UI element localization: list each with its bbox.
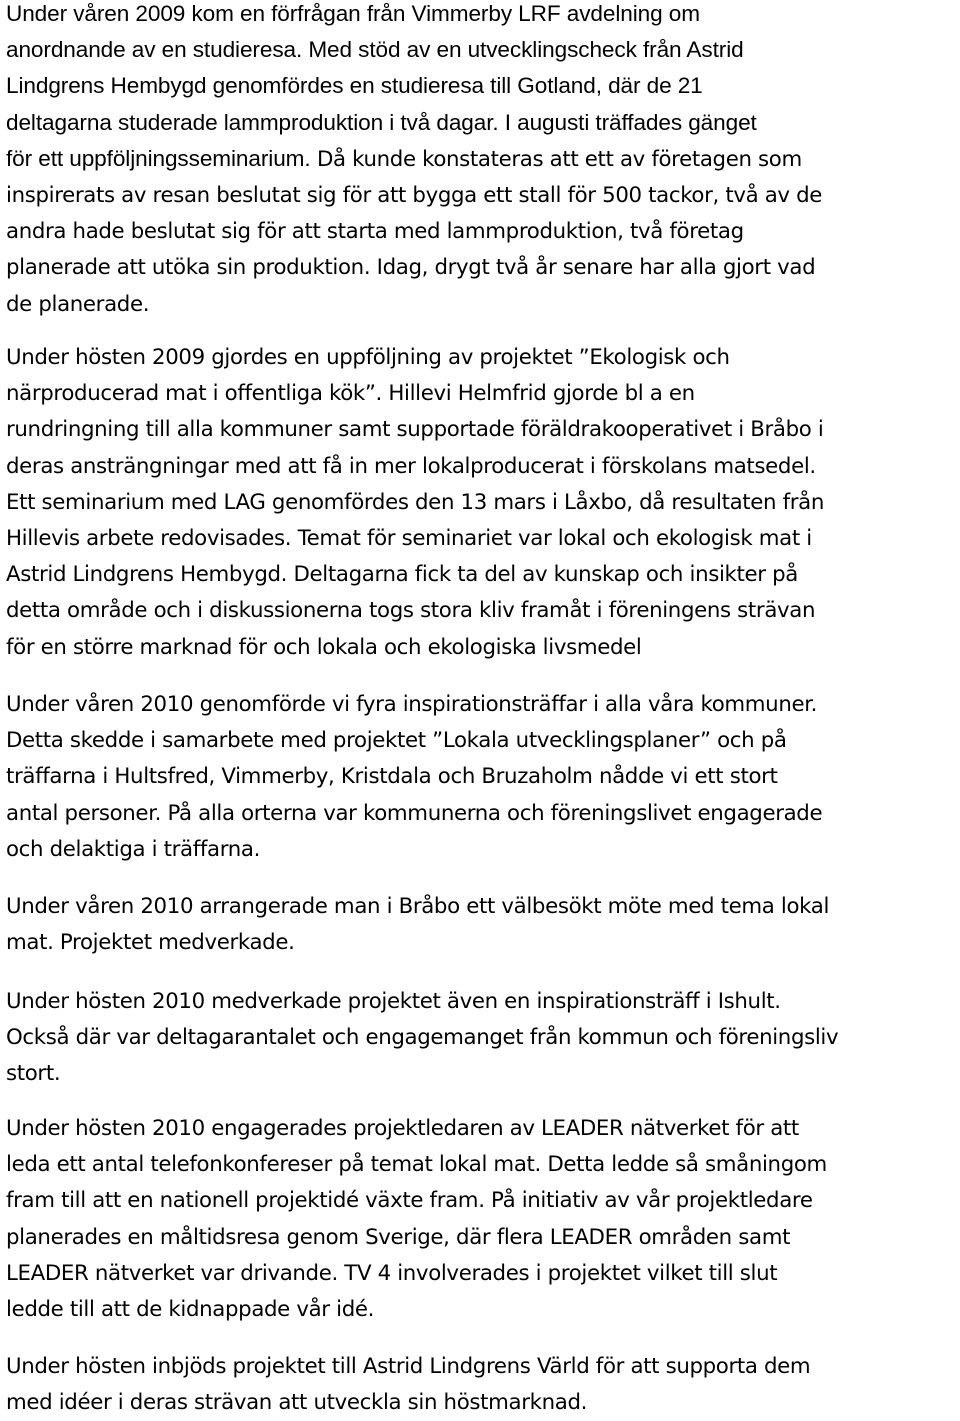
text-line: inspirerats av resan beslutat sig för att bygga ett stall för 500 tackor, två av de xyxy=(6,183,823,209)
text-line: anordnande av en studieresa. Med stöd av en utvecklingscheck från Astrid xyxy=(6,37,744,63)
text-line: mat. Projektet medverkade. xyxy=(6,930,295,956)
text-fragment: Då kunde konstateras att ett av företagen som xyxy=(310,146,802,172)
paragraph-astrid-lindgrens-varld xyxy=(6,1349,810,1421)
text-line: stort. xyxy=(6,1061,61,1087)
text-line-mixed xyxy=(6,141,822,178)
text-line: Under våren 2010 genomförde vi fyra inspirationsträffar i alla våra kommuner. xyxy=(6,692,818,717)
text-line: Under hösten 2010 engagerades projektledaren av LEADER nätverket för att xyxy=(6,1116,799,1141)
text-line: planerades en måltidsresa genom Sverige, där flera LEADER områden samt xyxy=(6,1224,791,1250)
text-line: Också där var deltagarantalet och engagemanget från kommun och föreningsliv xyxy=(6,1025,839,1051)
text-line: antal personer. På alla orterna var kommunerna och föreningslivet engagerade xyxy=(6,800,823,826)
paragraph-ishult-meeting xyxy=(6,984,838,1093)
text-line: Ett seminarium med LAG genomfördes den 13 mars i Låxbo, då resultaten från xyxy=(6,489,824,515)
text-line: andra hade beslutat sig för att starta med lammproduktion, två företag xyxy=(6,219,744,245)
text-line: deras ansträngningar med att få in mer lokalproducerat i förskolans matsedel. xyxy=(6,453,816,479)
text-line: med idéer i deras strävan att utveckla sin höstmarknad. xyxy=(6,1390,588,1416)
text-line: Under hösten 2009 gjordes en uppföljning av projektet ”Ekologisk och xyxy=(6,345,730,370)
text-line: de planerade. xyxy=(6,291,150,317)
paragraph-brabo-meeting xyxy=(6,889,829,961)
paragraph-leader-network xyxy=(6,1111,827,1328)
text-line: Lindgrens Hembygd genomfördes en studieresa till Gotland, där de 21 xyxy=(6,73,703,99)
text-line: ledde till att de kidnappade vår idé. xyxy=(6,1297,375,1323)
text-line: planerade att utöka sin produktion. Idag, drygt två år senare har alla gjort vad xyxy=(6,255,816,281)
text-line: Under hösten inbjöds projektet till Astrid Lindgrens Värld för att supporta dem xyxy=(6,1354,811,1379)
text-fragment: för ett uppföljningsseminarium. xyxy=(6,145,311,171)
paragraph-inspiration-meetings xyxy=(6,687,822,868)
paragraph-lrf-study-trip xyxy=(6,0,822,323)
paragraph-ecological-food-followup xyxy=(6,340,824,666)
text-line: detta område och i diskussionerna togs stora kliv framåt i föreningens strävan xyxy=(6,598,816,624)
text-line: LEADER nätverket var drivande. TV 4 involverades i projektet vilket till slut xyxy=(6,1260,778,1286)
text-line: och delaktiga i träffarna. xyxy=(6,836,261,862)
text-line: Under hösten 2010 medverkade projektet även en inspirationsträff i Ishult. xyxy=(6,989,781,1014)
text-line: deltagarna studerade lammproduktion i två dagar. I augusti träffades gänget xyxy=(6,109,757,135)
text-line: Astrid Lindgrens Hembygd. Deltagarna fick ta del av kunskap och insikter på xyxy=(6,562,798,588)
text-line: rundringning till alla kommuner samt supportade föräldrakooperativet i Bråbo i xyxy=(6,417,824,443)
text-line: Under våren 2010 arrangerade man i Bråbo ett välbesökt möte med tema lokal xyxy=(6,894,830,919)
text-line: Hillevis arbete redovisades. Temat för seminariet var lokal och ekologisk mat i xyxy=(6,526,812,552)
text-line: Under våren 2009 kom en förfrågan från Vimmerby LRF avdelning om xyxy=(6,1,700,26)
text-line: för en större marknad för och lokala och ekologiska livsmedel xyxy=(6,634,642,660)
text-line: närproducerad mat i offentliga kök”. Hillevi Helmfrid gjorde bl a en xyxy=(6,381,695,407)
text-line: Detta skedde i samarbete med projektet ”Lokala utvecklingsplaner” och på xyxy=(6,728,787,754)
text-line: träffarna i Hultsfred, Vimmerby, Kristdala och Bruzaholm nådde vi ett stort xyxy=(6,764,778,790)
text-line: fram till att en nationell projektidé växte fram. På initiativ av vår projektledare xyxy=(6,1188,813,1214)
text-line: leda ett antal telefonkonfereser på temat lokal mat. Detta ledde så småningom xyxy=(6,1152,827,1178)
